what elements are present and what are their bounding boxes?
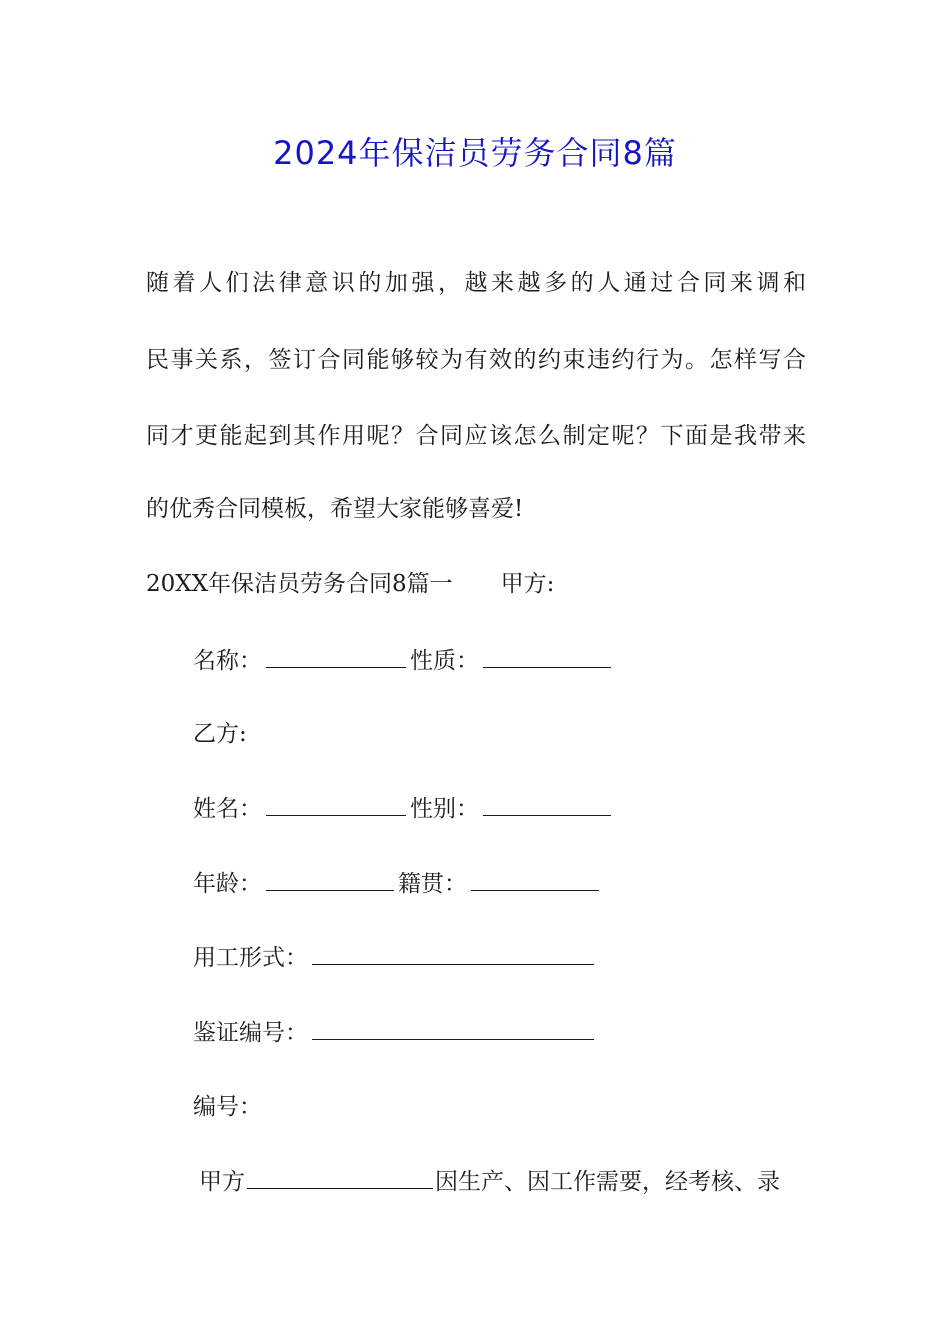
verification-no-row xyxy=(193,1017,598,1048)
gender-label: 性别： xyxy=(410,796,479,822)
hometown-label: 籍贯： xyxy=(398,871,467,897)
verification-no-label: 鉴证编号： xyxy=(193,1020,308,1046)
intro-line-4: 的优秀合同模板，希望大家能够喜爱! xyxy=(146,496,524,522)
section-heading: 20XX年保洁员劳务合同8篇一 xyxy=(146,571,453,597)
closing-blank xyxy=(247,1166,433,1189)
closing-prefix: 甲方 xyxy=(199,1169,245,1195)
party-b-label: 乙方: xyxy=(193,721,247,747)
employment-form-blank xyxy=(312,942,594,965)
party-a-label: 甲方: xyxy=(500,571,555,597)
gender-blank xyxy=(483,793,611,816)
hometown-blank xyxy=(471,868,599,891)
nature-blank xyxy=(483,645,611,668)
fullname-label: 姓名： xyxy=(193,796,262,822)
name-nature-row xyxy=(193,645,615,676)
name-label: 名称： xyxy=(193,648,262,674)
fullname-gender-row xyxy=(193,793,615,824)
name-blank xyxy=(266,645,406,668)
closing-line xyxy=(199,1166,780,1197)
document-title: 2024年保洁员劳务合同8篇 xyxy=(273,134,677,172)
closing-suffix: 因生产、因工作需要，经考核、录 xyxy=(435,1169,780,1195)
age-label: 年龄： xyxy=(193,871,262,897)
intro-line-3: 同才更能起到其作用呢？合同应该怎么制定呢？下面是我带来 xyxy=(146,423,806,449)
verification-no-blank xyxy=(312,1017,594,1040)
nature-label: 性质： xyxy=(410,648,479,674)
intro-line-2: 民事关系，签订合同能够较为有效的约束违约行为。怎样写合 xyxy=(146,347,806,373)
number-label: 编号： xyxy=(193,1094,262,1120)
section-heading-row xyxy=(146,569,554,599)
age-blank xyxy=(266,868,394,891)
age-hometown-row xyxy=(193,868,603,899)
fullname-blank xyxy=(266,793,406,816)
intro-line-1: 随着人们法律意识的加强，越来越多的人通过合同来调和 xyxy=(146,270,806,296)
employment-form-label: 用工形式： xyxy=(193,945,308,971)
employment-form-row xyxy=(193,942,598,973)
